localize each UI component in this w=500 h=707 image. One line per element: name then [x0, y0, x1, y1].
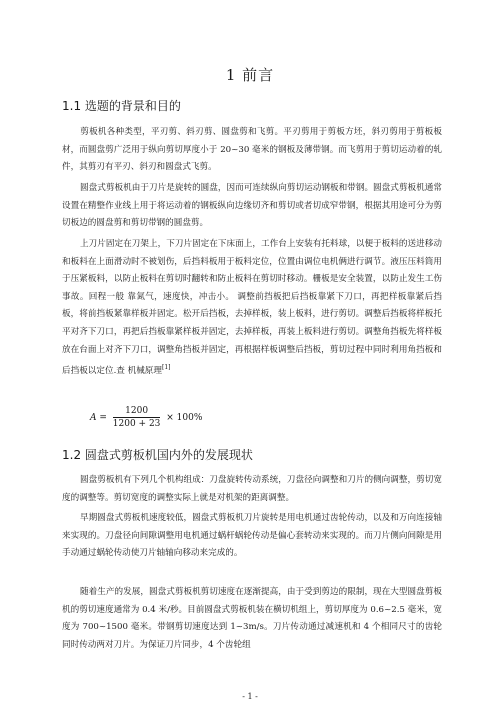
formula-lhs: A = [90, 413, 107, 423]
paragraph-shear-types [62, 124, 442, 177]
section-heading-1-2: 1.2 圆盘式剪板机国内外的发展现状 [62, 448, 253, 462]
paragraph-text: 早期圆盘式剪板机速度较低，圆盘式剪板机刀片旋转是用电机通过齿轮传动，以及和万向连接轴来实现的。刀盘径向间隙调整用电机通过蜗杆蜗轮传动是偏心套转动来实现的。而刀片侧向间隙是用手动通过蜗轮传动使刀片轴轴向移动来完成的。 [62, 513, 442, 559]
citation-marker: [1] [162, 364, 171, 372]
paragraph-mechanisms [62, 472, 442, 507]
formula-denominator: 1200 + 23 [112, 419, 161, 429]
chapter-title: 1 前言 [225, 66, 275, 84]
paragraph-disc-shear [62, 180, 442, 233]
paragraph-text: 随着生产的发展，圆盘式剪板机剪切速度在逐渐提高，由于受到剪边的限制，现在大型圆盘剪板机的剪切速度通常为 0.4 米/秒。目前圆盘式剪板机装在横切机组上，剪切厚度为 0.6~2.5 毫米，宽度为 700~1500 毫米。带钢剪切速度达到 1~3m/s。刀片传动通过减速机和 4 个相同尺寸的齿轮同时传动两对刀片。为保证刀片同步，4 个齿轮组 [62, 587, 442, 650]
formula [90, 406, 202, 429]
paragraph-text: 剪板机各种类型，平刃剪、斜刃剪、圆盘剪和飞剪。平刃剪用于剪板方坯，斜刃剪用于剪板板材，而圆盘剪广泛用于纵向剪切厚度小于 20~30 毫米的钢板及薄带钢。而飞剪用于剪切运动着的轧件，其剪刃有平刃、斜刃和圆盘式飞剪。 [62, 127, 442, 173]
paragraph-text: 圆盘剪板机有下列几个机构组成：刀盘旋转传动系统，刀盘径向调整和刀片的侧向调整，剪切宽度的调整等。剪切宽度的调整实际上就是对机架的距离调整。 [62, 475, 442, 503]
paragraph-blade-adjustment [62, 236, 442, 381]
paragraph-early-shears [62, 510, 442, 563]
formula-numerator: 1200 [113, 406, 161, 418]
paragraph-text: 圆盘式剪板机由于刀片是旋转的圆盘，因而可连续纵向剪切运动钢板和带钢。圆盘式剪板机通常设置在精整作业线上用于将运动着的钢板纵向边缘切齐和剪切或者切成窄带钢，根据其用途可分为剪切板边的圆盘剪和剪切带钢的圆盘剪。 [62, 183, 442, 229]
formula-tail: × 100% [166, 413, 203, 423]
page-number: - 1 - [242, 692, 258, 701]
section-heading-1-1: 1.1 选题的背景和目的 [62, 99, 181, 113]
formula-fraction [113, 406, 161, 429]
paragraph-development [62, 584, 442, 654]
paragraph-text: 上刀片固定在刀架上，下刀片固定在下床面上，工作台上安装有托料球，以便于板料的送进移动和板料在上面滑动时不被划伤，后挡料板用于板料定位，位置由调位电机俩进行调节。液压压料筒用于压紧板料，以防止板料在剪切时翻转和防止板料在剪切时移动。栅板是安全装置，以防止发生工伤事故。回程一般 靠氮气，速度快，冲击小。 调整前挡板把后挡板靠紧下刀口，再把样板靠紧后挡板，将前挡板紧靠样板并固定。松开后挡板，去掉样板，装上板料，进行剪切。调整后挡板将样板托平对齐下刀口，再把后挡板靠紧样板并固定，去掉样板，再装上板料进行剪切。调整角挡板先将样板放在台面上对齐下刀口，调整角挡板并固定，再根据样板调整后挡板，剪切过程中同时利用角挡板和后挡板以定位.查 机械原理 [62, 239, 442, 377]
